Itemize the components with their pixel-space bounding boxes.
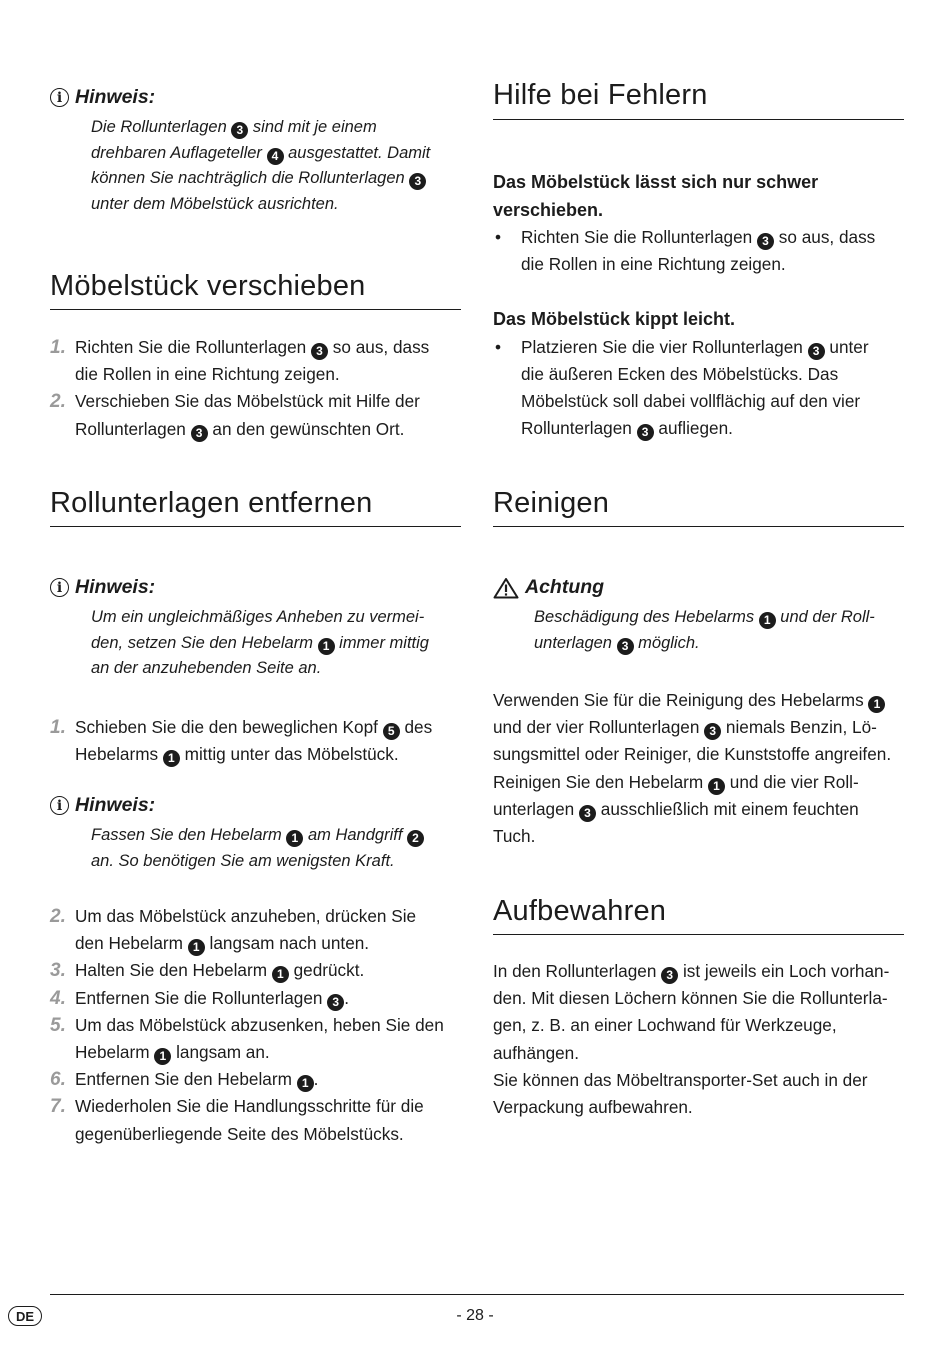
text-line: sungsmittel oder Reiniger, die Kunststoffe angreifen. — [493, 744, 892, 765]
note-body — [50, 605, 461, 682]
text-line: Richten Sie die Rollunterlagen 3 so aus, dass — [521, 227, 876, 248]
section-divider — [493, 119, 904, 120]
text-line: Die Rollunterlagen 3 sind mit je einem — [91, 118, 377, 137]
step-number: 2. — [50, 391, 66, 413]
reference-number-1: 1 — [759, 612, 776, 629]
step-text — [75, 334, 429, 388]
section-divider — [50, 309, 461, 310]
steps-remove-part1 — [50, 714, 461, 768]
text-line: Reinigen Sie den Hebelarm 1 und die vier Roll- — [493, 771, 859, 793]
text-line: den, setzen Sie den Hebelarm 1 immer mittig — [91, 633, 429, 653]
step-number: 1. — [50, 717, 66, 738]
note-body — [50, 823, 461, 874]
reference-number-3: 3 — [704, 723, 721, 740]
step-text — [75, 985, 349, 1012]
text-line: Verpackung aufbewahren. — [493, 1097, 693, 1118]
text-line: Platzieren Sie die vier Rollunterlagen 3 unter — [521, 336, 869, 358]
page-number: - 28 - — [456, 1307, 494, 1324]
text-line: den Hebelarm 1 langsam nach unten. — [75, 933, 370, 955]
reference-number-4: 4 — [267, 148, 284, 165]
note-rolling-pads — [50, 86, 461, 217]
step-number: 6. — [50, 1069, 66, 1091]
text-line: verschieben. — [493, 199, 604, 220]
text-line: an der anzuhebenden Seite an. — [91, 659, 322, 677]
reference-number-3: 3 — [311, 343, 328, 360]
text-line: Entfernen Sie den Hebelarm 1 . — [75, 1069, 319, 1091]
warning-label: Achtung — [525, 576, 605, 598]
reference-number-5: 5 — [383, 723, 400, 740]
text-line: Rollunterlagen 3 aufliegen. — [521, 418, 733, 440]
text-line: Tuch. — [493, 826, 536, 847]
text-line: den. Mit diesen Löchern können Sie die Rollunterla- — [493, 988, 888, 1009]
text-line: und der vier Rollunterlagen 3 niemals Benzin, Lö- — [493, 717, 877, 739]
step-text — [75, 388, 420, 442]
steps-move — [50, 334, 461, 443]
text-line: Halten Sie den Hebelarm 1 gedrückt. — [75, 960, 365, 982]
text-line: Um das Möbelstück anzuheben, drücken Sie — [75, 906, 417, 926]
warning-heading — [493, 576, 904, 599]
reference-number-1: 1 — [297, 1075, 314, 1092]
section-title: Rollunterlagen entfernen — [50, 487, 373, 519]
reference-number-3: 3 — [191, 425, 208, 442]
text-line: Entfernen Sie die Rollunterlagen 3 . — [75, 987, 350, 1009]
note-handle — [50, 794, 461, 874]
text-line: an. So benötigen Sie am wenigsten Kraft. — [91, 851, 395, 870]
text-line: Das Möbelstück kippt leicht. — [493, 309, 736, 329]
section-hilfe-bei-fehlern — [493, 79, 904, 112]
text-line: Richten Sie die Rollunterlagen 3 so aus, dass — [75, 337, 430, 358]
note-label: Hinweis: — [75, 576, 156, 598]
reference-number-3: 3 — [637, 424, 654, 441]
text-line: die Rollen in eine Richtung zeigen. — [75, 364, 340, 385]
reference-number-3: 3 — [231, 122, 248, 139]
note-heading — [50, 576, 461, 599]
reference-number-1: 1 — [154, 1048, 171, 1065]
step-text — [75, 957, 364, 984]
reference-number-3: 3 — [808, 343, 825, 360]
section-reinigen — [493, 487, 904, 520]
text-line: Verwenden Sie für die Reinigung des Hebelarms 1 — [493, 687, 904, 714]
step-item — [50, 334, 461, 388]
reference-number-3: 3 — [579, 805, 596, 822]
text-line: drehbaren Auflageteller 4 ausgestattet. Damit — [91, 143, 431, 163]
text-line: Beschädigung des Hebelarms 1 und der Roll- — [534, 608, 875, 627]
step-number: 3. — [50, 960, 66, 982]
text-line: Sie können das Möbeltransporter-Set auch in der — [493, 1069, 868, 1090]
reference-number-3: 3 — [661, 967, 678, 984]
text-line: In den Rollunterlagen 3 ist jeweils ein Loch vorhan- — [493, 961, 890, 982]
reference-number-1: 1 — [163, 750, 180, 767]
text-line: können Sie nachträglich die Rollunterlagen 3 — [91, 166, 461, 192]
section-title: Aufbewahren — [493, 895, 667, 927]
step-list — [50, 714, 461, 768]
bullet-dot: • — [495, 336, 502, 357]
step-text — [75, 714, 432, 768]
problem-hard-to-move — [493, 169, 904, 278]
problem-heading — [493, 169, 904, 224]
step-text — [75, 1066, 318, 1093]
bullet-item — [493, 224, 904, 278]
step-number: 1. — [50, 337, 66, 358]
step-item — [50, 388, 461, 442]
bullet-text — [521, 334, 869, 443]
text-line: Das Möbelstück lässt sich nur schwer — [493, 172, 819, 192]
reference-number-1: 1 — [318, 638, 335, 655]
step-item — [50, 903, 461, 957]
step-item — [50, 1093, 461, 1147]
reference-number-1: 1 — [286, 830, 303, 847]
step-item — [50, 1066, 461, 1093]
text-line: Verschieben Sie das Möbelstück mit Hilfe der — [75, 391, 420, 412]
text-line: Um das Möbelstück abzusenken, heben Sie den — [75, 1014, 444, 1035]
bullet-text — [521, 224, 875, 278]
step-number: 7. — [50, 1096, 66, 1118]
text-line: Um ein ungleichmäßiges Anheben zu vermei- — [91, 608, 425, 626]
reference-number-3: 3 — [409, 173, 426, 190]
reference-number-1: 1 — [868, 696, 885, 713]
info-icon: i — [50, 578, 69, 597]
bullet-dot: • — [495, 227, 502, 247]
note-heading — [50, 794, 461, 817]
text-line: Möbelstück soll dabei vollflächig auf den vier — [521, 390, 861, 411]
text-line: unterlagen 3 ausschließlich mit einem feuchten — [493, 798, 859, 820]
reference-number-2: 2 — [407, 830, 424, 847]
step-text — [75, 1012, 444, 1066]
reference-number-3: 3 — [757, 233, 774, 250]
section-title: Reinigen — [493, 487, 610, 519]
step-text — [75, 903, 416, 957]
reference-number-1: 1 — [708, 778, 725, 795]
section-rollunterlagen-entfernen — [50, 487, 461, 520]
section-divider — [50, 526, 461, 527]
text-line: Hebelarms 1 mittig unter das Möbelstück. — [75, 744, 399, 766]
text-line: Wiederholen Sie die Handlungsschritte für die — [75, 1096, 424, 1117]
warning-body — [493, 605, 904, 656]
info-icon: i — [50, 88, 69, 107]
cleaning-instructions — [493, 687, 904, 850]
section-divider — [493, 526, 904, 527]
problem-tips-over — [493, 306, 904, 442]
footer-divider — [50, 1294, 904, 1295]
step-list — [50, 334, 461, 443]
section-moebelstueck-verschieben — [50, 270, 461, 303]
reference-number-1: 1 — [188, 939, 205, 956]
text-line: Schieben Sie die den beweglichen Kopf 5 des — [75, 717, 433, 738]
note-label: Hinweis: — [75, 794, 156, 816]
reference-number-1: 1 — [272, 966, 289, 983]
step-item — [50, 985, 461, 1012]
step-item — [50, 957, 461, 984]
step-item — [50, 714, 461, 768]
section-title: Möbelstück verschieben — [50, 270, 366, 302]
text-line: die Rollen in eine Richtung zeigen. — [521, 254, 786, 275]
step-text — [75, 1093, 424, 1147]
text-line: unter dem Möbelstück ausrichten. — [91, 194, 339, 213]
step-number: 5. — [50, 1014, 66, 1036]
step-number: 4. — [50, 987, 66, 1009]
step-number: 2. — [50, 906, 66, 927]
step-list — [50, 903, 461, 1148]
text-line: Hebelarm 1 langsam an. — [75, 1042, 270, 1064]
text-line: die äußeren Ecken des Möbelstücks. Das — [521, 363, 839, 384]
bullet-item — [493, 334, 904, 443]
reference-number-3: 3 — [327, 994, 344, 1011]
text-line: gen, z. B. an einer Lochwand für Werkzeuge, — [493, 1015, 837, 1036]
section-aufbewahren — [493, 895, 904, 928]
note-body — [50, 115, 461, 217]
step-item — [50, 1012, 461, 1066]
warning-triangle-icon — [493, 577, 519, 599]
section-title: Hilfe bei Fehlern — [493, 79, 708, 111]
language-badge: DE — [8, 1306, 42, 1326]
reference-number-3: 3 — [617, 638, 634, 655]
note-label: Hinweis: — [75, 86, 156, 108]
note-lift-evenly — [50, 576, 461, 682]
problem-heading — [493, 306, 904, 334]
text-line: unterlagen 3 möglich. — [534, 633, 700, 653]
info-icon: i — [50, 796, 69, 815]
text-line: Rollunterlagen 3 an den gewünschten Ort. — [75, 418, 405, 440]
text-line: aufhängen. — [493, 1042, 580, 1063]
text-line: gegenüberliegende Seite des Möbelstücks. — [75, 1123, 404, 1144]
warning-damage — [493, 576, 904, 656]
note-heading — [50, 86, 461, 109]
section-divider — [493, 934, 904, 935]
text-line: Fassen Sie den Hebelarm 1 am Handgriff 2 — [91, 823, 461, 849]
storage-instructions — [493, 958, 904, 1121]
steps-remove-part2 — [50, 903, 461, 1148]
